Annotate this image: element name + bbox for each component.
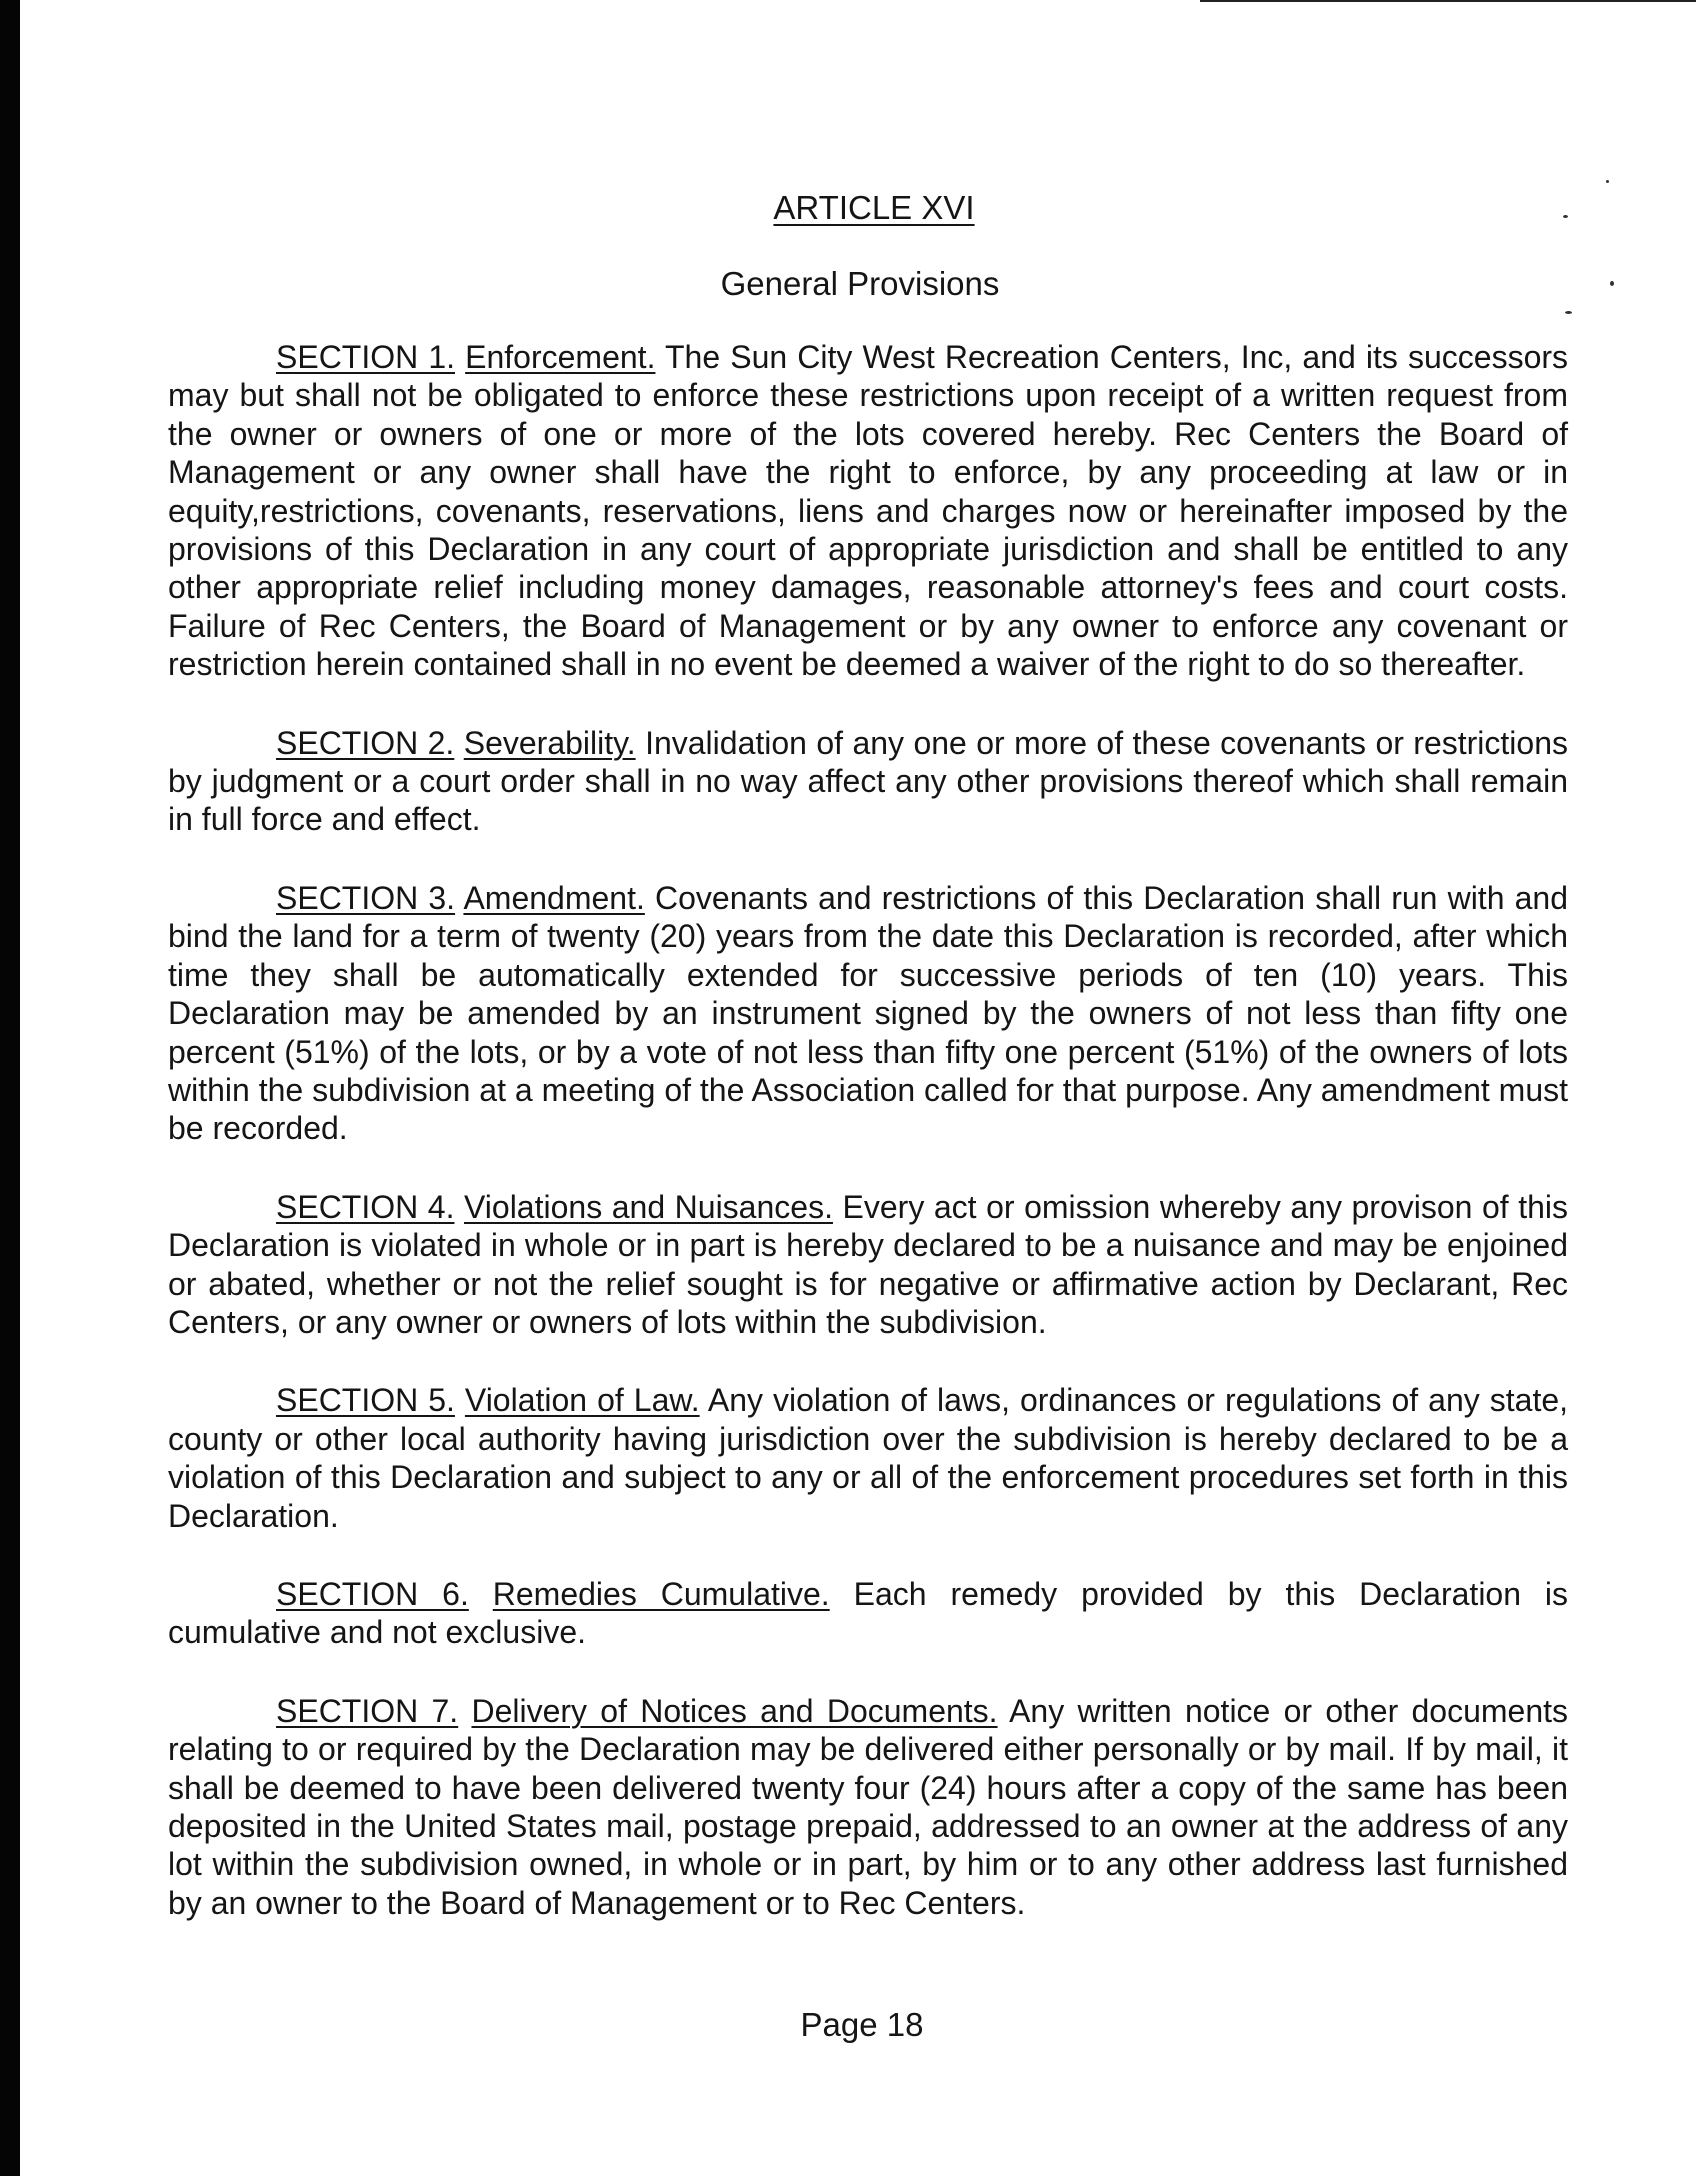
section-title: Remedies Cumulative. — [492, 1575, 830, 1612]
section-title: Violation of Law. — [464, 1382, 700, 1419]
section-amendment — [168, 879, 1568, 1148]
section-number: SECTION 4. — [276, 1188, 455, 1225]
page-number: Page 18 — [800, 2006, 924, 2043]
section-number: SECTION 1. — [276, 339, 456, 375]
section-title: Amendment. — [463, 879, 645, 916]
section-violation-of-law — [168, 1381, 1568, 1535]
section-remedies-cumulative — [168, 1575, 1568, 1652]
section-text: Any violation of laws, ordinances or regulations of any state, county or other local authority having jurisdiction over the subdivision is hereby declared to be a violation of this Declaration and subject to any or all of the enforcement procedures set forth in this Declaration. — [168, 1382, 1569, 1534]
section-severability — [168, 724, 1568, 839]
section-number: SECTION 3. — [276, 879, 456, 916]
section-title: Severability. — [463, 724, 636, 761]
section-text: Any written notice or other documents relating to or required by the Declaration may be delivered either personally or by mail. If by mail, it shall be deemed to have been delivered twenty four (24) hours after a copy of the same has been deposited in the United States mail, postage prepaid, addressed to an owner at the address of any lot within the subdivision owned, in whole or in part, by him or to any other address last furnished by an owner to the Board of Management or to Rec Centers. — [168, 1692, 1569, 1921]
article-heading — [0, 188, 1696, 228]
section-title: Enforcement. — [465, 339, 656, 375]
section-number: SECTION 6. — [276, 1575, 469, 1612]
article-subheading: General Provisions — [720, 265, 1000, 302]
article-heading-text: ARTICLE XVI — [773, 189, 975, 226]
section-text: Every act or omission whereby any provison of this Declaration is violated in whole or in part is hereby declared to be a nuisance and may be enjoined or abated, whether or not the relief sought is for negative or affirmative action by Declarant, Rec Centers, or any owner or owners of lots within the subdivision. — [168, 1188, 1569, 1340]
section-text: Covenants and restrictions of this Declaration shall run with and bind the land for a term of twenty (20) years from the date this Declaration is recorded, after which time they shall be automatically extended for successive periods of ten (10) years. This Declaration may be amended by an instrument signed by the owners of not less than fifty one percent (51%) of the lots, or by a vote of not less than fifty one percent (51%) of the owners of lots within the subdivision at a meeting of the Association called for that purpose. Any amendment must be recorded. — [168, 879, 1569, 1147]
section-title: Delivery of Notices and Documents. — [471, 1692, 998, 1729]
section-number: SECTION 2. — [276, 724, 455, 761]
section-number: SECTION 5. — [276, 1382, 455, 1419]
section-number: SECTION 7. — [276, 1692, 459, 1729]
section-violations-and-nuisances — [168, 1188, 1568, 1342]
section-title: Violations and Nuisances. — [464, 1188, 833, 1225]
section-text: The Sun City West Recreation Centers, Inc, and its successors may but shall not be obligated to enforce these restrictions upon receipt of a written request from the owner or owners of one or more of the lots covered hereby. Rec Centers the Board of Management or any owner shall have the right to enforce, by any proceeding at law or in equity,restrictions, covenants, reservations, liens and charges now or hereinafter imposed by the provisions of this Declaration in any court of appropriate jurisdiction and shall be entitled to any other appropriate relief including money damages, reasonable attorney's fees and court costs. Failure of Rec Centers, the Board of Management or by any owner to enforce any covenant or restriction herein contained shall in no event be deemed a waiver of the right to do so thereafter. — [168, 339, 1569, 683]
section-text: Invalidation of any one or more of these covenants or restrictions by judgment or a court order shall in no way affect any other provisions thereof which shall remain in full force and effect. — [168, 724, 1569, 838]
section-delivery-of-notices — [168, 1692, 1568, 1922]
section-enforcement — [168, 338, 1568, 684]
sections-list — [168, 338, 1568, 1962]
section-text: Each remedy provided by this Declaration is cumulative and not exclusive. — [168, 1575, 1569, 1651]
